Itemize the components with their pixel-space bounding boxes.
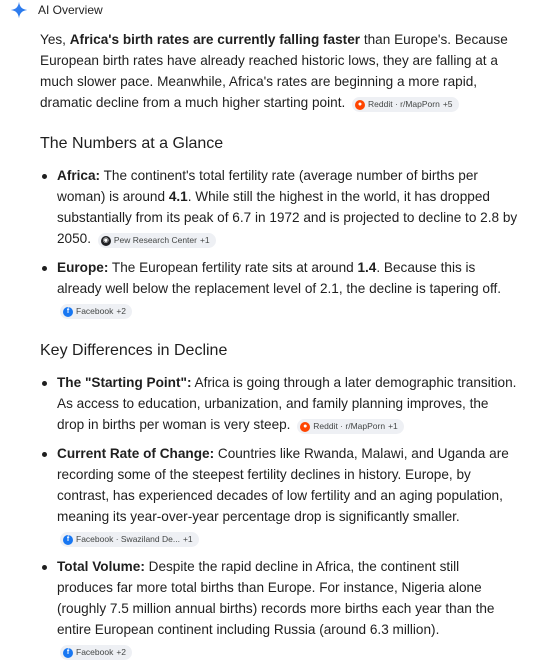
list-item-label: Europe: xyxy=(57,260,109,275)
list-item-label: Current Rate of Change: xyxy=(57,446,215,461)
pew-icon: ◉ xyxy=(102,237,109,244)
differences-list xyxy=(40,372,518,661)
intro-text-bold: Africa's birth rates are currently falling faster xyxy=(69,32,361,47)
list-item-starting-point xyxy=(40,372,518,435)
reddit-icon: ● xyxy=(300,422,310,432)
source-chip-label: Facebook · Swaziland De... xyxy=(76,534,180,544)
list-item-text: Africa is going through a later demographic transition. As access to education, urbanization, and family planning improves, the drop in births per woman is very steep. xyxy=(57,375,517,432)
sparkle-icon xyxy=(10,1,28,19)
list-item-label: The "Starting Point": xyxy=(57,375,192,390)
facebook-icon: f xyxy=(63,648,73,658)
source-chip-facebook-swaziland[interactable] xyxy=(60,532,199,547)
source-chip-reddit-intro[interactable] xyxy=(352,97,459,112)
source-chip-label: Pew Research Center xyxy=(113,235,197,245)
list-item-bold-value: 1.4 xyxy=(357,260,377,275)
ai-overview-content xyxy=(40,29,518,669)
source-chip-count: +2 xyxy=(116,306,127,316)
source-chip-label: Facebook xyxy=(76,647,114,657)
source-chip-count: +5 xyxy=(442,99,453,109)
reddit-icon: ● xyxy=(355,100,365,110)
list-item-text: The continent's total fertility rate (average number of births per woman) is around xyxy=(57,168,478,204)
source-chip-label: Facebook xyxy=(76,306,114,316)
list-item-text: . Because this is already well below the replacement level of 2.1, the decline is tapering off. xyxy=(57,260,502,296)
source-chip-reddit[interactable] xyxy=(297,419,404,434)
source-chip-count: +1 xyxy=(388,421,398,431)
intro-text-pre: Yes, xyxy=(40,32,70,47)
list-item-text: Countries like Rwanda, Malawi, and Uganda are recording some of the steepest fertility declines in history. Europe, by contrast, has experienced decades of low fertility and an aging population, meaning its year-over-year percentage drop is significantly smaller. xyxy=(57,446,509,524)
source-chip-label: Reddit · r/MapPorn xyxy=(313,421,386,431)
list-item-label: Total Volume: xyxy=(57,559,145,574)
list-item-africa xyxy=(40,165,518,249)
list-item-europe xyxy=(40,257,518,320)
intro-text-post: than Europe's. Because European birth rates have already reached historic lows, they are falling at a much slower pace. Meanwhile, Africa's rates are beginning a more rapid, dramatic decline from a much higher starting point. xyxy=(40,32,508,110)
list-item-rate-of-change xyxy=(40,443,518,548)
section-heading-differences: Key Differences in Decline xyxy=(40,342,228,359)
source-chip-facebook[interactable] xyxy=(60,304,132,319)
facebook-icon: f xyxy=(63,307,73,317)
list-item-bold-value: 4.1 xyxy=(168,189,188,204)
source-chip-pew[interactable] xyxy=(98,233,216,248)
section-heading-numbers: The Numbers at a Glance xyxy=(40,135,224,152)
list-item-text: Despite the rapid decline in Africa, the continent still produces far more total births than Europe. For instance, Nigeria alone (roughly 7.5 million annual births) records more births each year than the entire European continent including Russia (around 6.3 million). xyxy=(57,559,495,637)
source-chip-facebook-volume[interactable] xyxy=(60,645,132,660)
list-item-label: Africa: xyxy=(57,168,101,183)
list-item-text: The European fertility rate sits at around xyxy=(108,260,358,275)
ai-overview-header xyxy=(10,0,103,20)
list-item-total-volume xyxy=(40,556,518,661)
ai-overview-title: AI Overview xyxy=(38,3,103,17)
facebook-icon: f xyxy=(63,535,73,545)
source-chip-count: +1 xyxy=(199,235,210,245)
source-chip-count: +2 xyxy=(116,647,127,657)
source-chip-count: +1 xyxy=(182,534,193,544)
list-item-text: . While still the highest in the world, it has dropped substantially from its peak of 6.7 in 1972 and is projected to decline to 2.8 by 2050. xyxy=(57,189,518,246)
intro-paragraph xyxy=(40,29,518,113)
numbers-list xyxy=(40,165,518,320)
source-chip-label: Reddit · r/MapPorn xyxy=(368,99,440,109)
